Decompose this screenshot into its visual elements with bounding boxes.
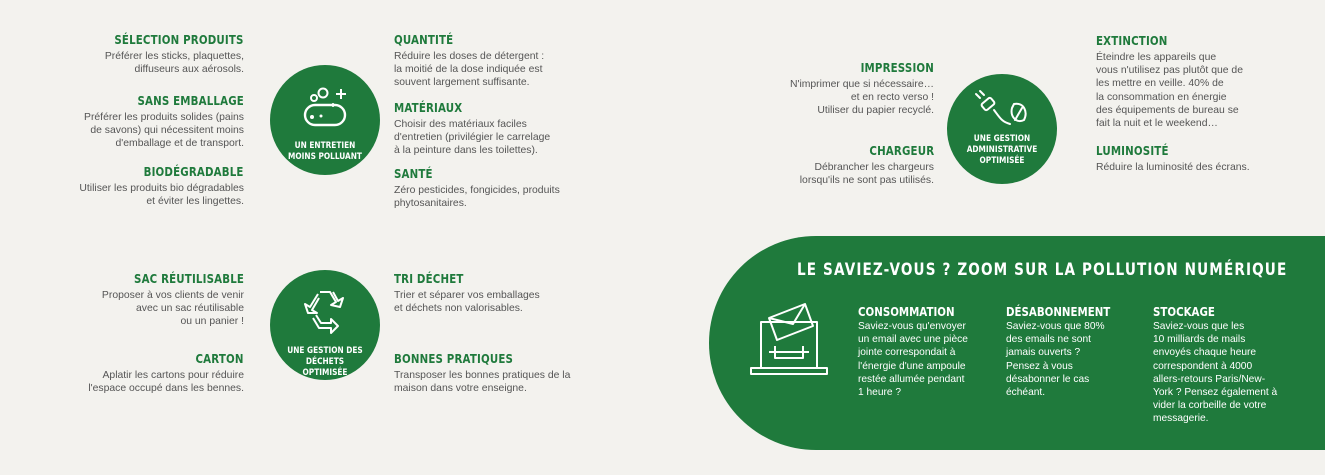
block-title: BIODÉGRADABLE — [143, 164, 244, 179]
circle-caption: UNE GESTION DES DÉCHETS OPTIMISÉE — [287, 346, 363, 378]
column-title: DÉSABONNEMENT — [1006, 304, 1111, 319]
stockage-column — [1153, 304, 1277, 426]
recycle-icon — [270, 286, 380, 336]
block-text: Zéro pesticides, fongicides, produits phytosanitaires. — [394, 185, 560, 210]
block-text: N'imprimer que si nécessaire… et en recto verso ! Utiliser du papier recyclé. — [789, 79, 934, 117]
laptop-envelope-icon — [747, 298, 831, 385]
block-text: Réduire la luminosité des écrans. — [1096, 162, 1250, 173]
consommation-column — [858, 304, 976, 399]
sac-reutilisable-block — [102, 271, 244, 329]
chargeur-block — [800, 143, 934, 187]
column-text: Saviez-vous que les 10 milliards de mails envoyés chaque heure correspondent à 4000 allers-retours Paris/New- York ? Pensez également à vider la corbeille de votre messagerie. — [1153, 321, 1278, 425]
sans-emballage-block — [84, 93, 244, 151]
zoom-panel — [709, 236, 1325, 450]
bonnes-pratiques-block — [394, 351, 570, 395]
block-title: IMPRESSION — [860, 60, 934, 75]
column-title: STOCKAGE — [1153, 304, 1215, 319]
block-text: Préférer les sticks, plaquettes, diffuseurs aux aérosols. — [104, 51, 244, 76]
block-text: Réduire les doses de détergent : la moitié de la dose indiquée est souvent largement suffisante. — [394, 51, 545, 89]
block-text: Transposer les bonnes pratiques de la maison dans votre enseigne. — [394, 370, 571, 395]
block-title: TRI DÉCHET — [394, 271, 464, 286]
circle-dechets — [270, 270, 380, 380]
circle-caption: UN ENTRETIEN MOINS POLLUANT — [288, 141, 362, 162]
quantite-block — [394, 32, 544, 90]
block-text: Utiliser les produits bio dégradables et éviter les lingettes. — [79, 183, 244, 208]
block-text: Préférer les produits solides (pains de savons) qui nécessitent moins d'emballage et de transport. — [84, 112, 244, 150]
column-title: CONSOMMATION — [858, 304, 955, 319]
soap-bubbles-icon — [270, 81, 380, 131]
luminosite-block — [1096, 143, 1250, 174]
block-title: SANTÉ — [394, 166, 433, 181]
circle-administratif — [947, 74, 1057, 184]
circle-entretien — [270, 65, 380, 175]
block-text: Proposer à vos clients de venir avec un sac réutilisable ou un panier ! — [101, 290, 244, 328]
block-text: Aplatir les cartons pour réduire l'espace occupé dans les bennes. — [88, 370, 244, 395]
column-text: Saviez-vous qu'envoyer un email avec une pièce jointe correspondait à l'énergie d'une ampoule restée allumée pendant 1 heure ? — [858, 321, 968, 399]
block-title: CARTON — [195, 351, 244, 366]
block-text: Choisir des matériaux faciles d'entretien (privilégier le carrelage à la peinture dans les toilettes). — [394, 119, 551, 157]
biodegradable-block — [79, 164, 244, 208]
desabonnement-column — [1006, 304, 1133, 399]
block-title: QUANTITÉ — [394, 32, 454, 47]
block-title: SAC RÉUTILISABLE — [133, 271, 244, 286]
block-title: LUMINOSITÉ — [1096, 143, 1169, 158]
column-text: Saviez-vous que 80% des emails ne sont jamais ouverts ? Pensez à vous désabonner le cas échéant. — [1006, 321, 1105, 399]
block-title: SÉLECTION PRODUITS — [114, 32, 244, 47]
block-title: MATÉRIAUX — [394, 100, 463, 115]
zoom-title: LE SAVIEZ-VOUS ? ZOOM SUR LA POLLUTION NUMÉRIQUE — [797, 260, 1288, 280]
block-title: SANS EMBALLAGE — [137, 93, 244, 108]
block-title: CHARGEUR — [869, 143, 934, 158]
block-title: EXTINCTION — [1096, 33, 1168, 48]
sante-block — [394, 166, 560, 210]
block-text: Trier et séparer vos emballages et déchets non valorisables. — [394, 290, 540, 315]
carton-block — [88, 351, 244, 395]
block-text: Débrancher les chargeurs lorsqu'ils ne sont pas utilisés. — [799, 162, 934, 187]
block-text: Éteindre les appareils que vous n'utilisez pas plutôt que de les mettre en veille. 40% de la consommation en énergie des équipements de bureau se fait la nuit et le weekend… — [1096, 52, 1243, 130]
tri-dechet-block — [394, 271, 540, 315]
plug-leaf-icon — [947, 86, 1057, 136]
materiaux-block — [394, 100, 550, 158]
extinction-block — [1096, 33, 1243, 130]
impression-block — [790, 60, 934, 118]
selection-produits-block — [86, 32, 244, 76]
circle-caption: UNE GESTION ADMINISTRATIVE OPTIMISÉE — [966, 134, 1038, 166]
block-title: BONNES PRATIQUES — [394, 351, 514, 366]
